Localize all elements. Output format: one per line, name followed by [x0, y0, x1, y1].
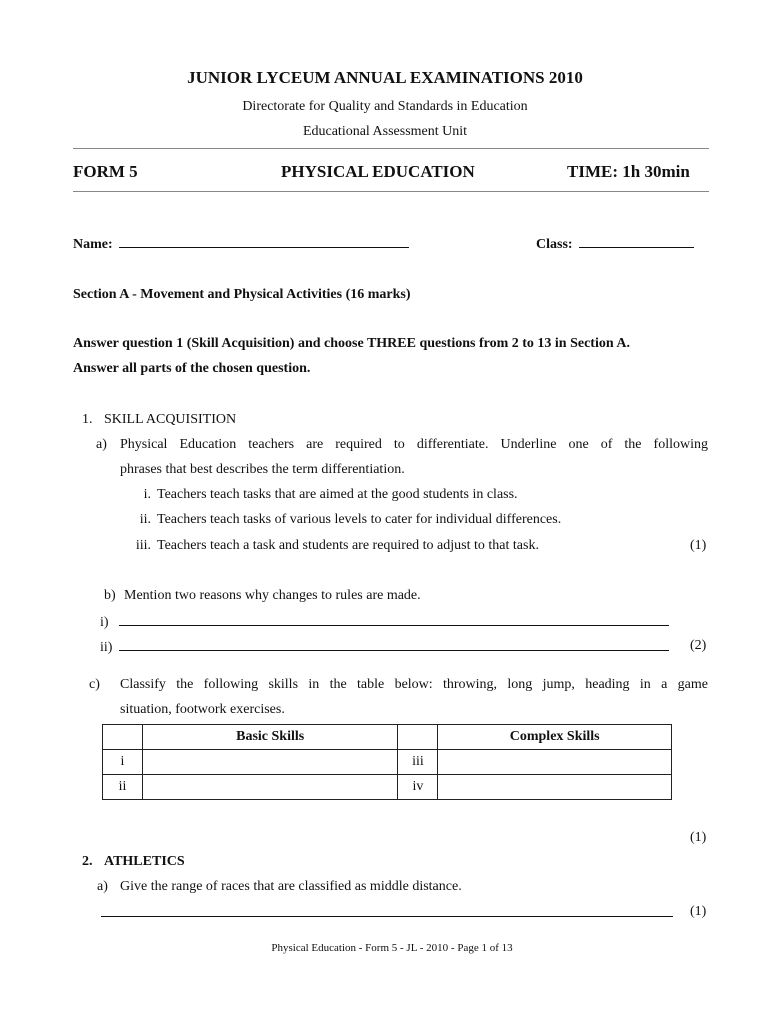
q1c-label: c) — [89, 677, 100, 692]
q1a-line-1: Physical Education teachers are required to differentiate. Underline one of the following — [120, 437, 708, 452]
table-header-basic: Basic Skills — [142, 725, 398, 750]
q2a-answer-blank[interactable] — [101, 904, 673, 917]
directorate-subtitle: Directorate for Quality and Standards in Education — [242, 99, 528, 114]
q1b-answer-2-blank[interactable] — [119, 638, 669, 651]
instruction-line-1: Answer question 1 (Skill Acquisition) and choose THREE questions from 2 to 13 in Section A. — [73, 336, 630, 351]
class-blank[interactable] — [579, 235, 694, 248]
q1a-option-num: i. — [143, 487, 151, 502]
class-field[interactable] — [536, 235, 694, 253]
skills-table — [102, 724, 672, 800]
q2a-answer[interactable] — [101, 904, 673, 922]
class-label: Class: — [536, 237, 573, 252]
name-field[interactable] — [73, 235, 409, 253]
q2a-marks: (1) — [690, 904, 707, 919]
q1b-answer-2-label: ii) — [100, 640, 113, 655]
q2-number: 2. — [82, 854, 93, 869]
q1-number: 1. — [82, 412, 93, 427]
q1a-label: a) — [96, 437, 107, 452]
q1c-line-2: situation, footwork exercises. — [120, 702, 285, 717]
q2a-text: Give the range of races that are classified as middle distance. — [120, 879, 462, 894]
table-row-num: iv — [398, 775, 438, 800]
q1a-option-text[interactable]: Teachers teach a task and students are required to adjust to that task. — [157, 538, 539, 553]
subject-label: PHYSICAL EDUCATION — [281, 162, 475, 181]
basic-skill-cell[interactable] — [142, 750, 398, 775]
table-header-complex: Complex Skills — [438, 725, 672, 750]
form-label: FORM 5 — [73, 162, 138, 181]
q1a-line-2: phrases that best describes the term differentiation. — [120, 462, 405, 477]
complex-skill-cell[interactable] — [438, 775, 672, 800]
table-row-num: ii — [103, 775, 143, 800]
table-header-row — [103, 725, 672, 750]
q1b-text: Mention two reasons why changes to rules are made. — [124, 588, 421, 603]
q1b-label: b) — [104, 588, 116, 603]
unit-subtitle: Educational Assessment Unit — [302, 124, 468, 139]
header-divider-top — [73, 148, 709, 149]
instruction-line-2: Answer all parts of the chosen question. — [73, 361, 311, 376]
exam-title: JUNIOR LYCEUM ANNUAL EXAMINATIONS 2010 — [187, 68, 583, 87]
header-divider-bottom — [73, 191, 709, 192]
q1b-answer-1-label: i) — [100, 615, 109, 630]
q2a-label: a) — [97, 879, 108, 894]
table-row — [103, 750, 672, 775]
name-blank[interactable] — [119, 235, 409, 248]
q1c-marks: (1) — [690, 830, 707, 845]
page-footer: Physical Education - Form 5 - JL - 2010 - Page 1 of 13 — [271, 942, 513, 954]
section-heading: Section A - Movement and Physical Activities (16 marks) — [73, 287, 411, 302]
time-label: TIME: 1h 30min — [567, 162, 690, 181]
q1-title: SKILL ACQUISITION — [104, 412, 237, 427]
q1a-option-text[interactable]: Teachers teach tasks of various levels to cater for individual differences. — [157, 512, 562, 527]
basic-skill-cell[interactable] — [142, 775, 398, 800]
q1b-answer-1[interactable] — [100, 613, 669, 631]
table-row — [103, 775, 672, 800]
q1b-marks: (2) — [690, 638, 707, 653]
q1c-line-1: Classify the following skills in the table below: throwing, long jump, heading in a game — [120, 677, 708, 692]
table-header-blank — [398, 725, 438, 750]
complex-skill-cell[interactable] — [438, 750, 672, 775]
q1b-answer-2[interactable] — [100, 638, 669, 656]
name-label: Name: — [73, 237, 113, 252]
q2-title: ATHLETICS — [104, 854, 185, 869]
q1a-option-num: ii. — [139, 512, 151, 527]
q1a-option-num: iii. — [135, 538, 151, 553]
q1a-marks: (1) — [690, 538, 707, 553]
table-row-num: i — [103, 750, 143, 775]
q1a-option-text[interactable]: Teachers teach tasks that are aimed at the good students in class. — [157, 487, 518, 502]
table-header-blank — [103, 725, 143, 750]
q1b-answer-1-blank[interactable] — [119, 613, 669, 626]
table-row-num: iii — [398, 750, 438, 775]
